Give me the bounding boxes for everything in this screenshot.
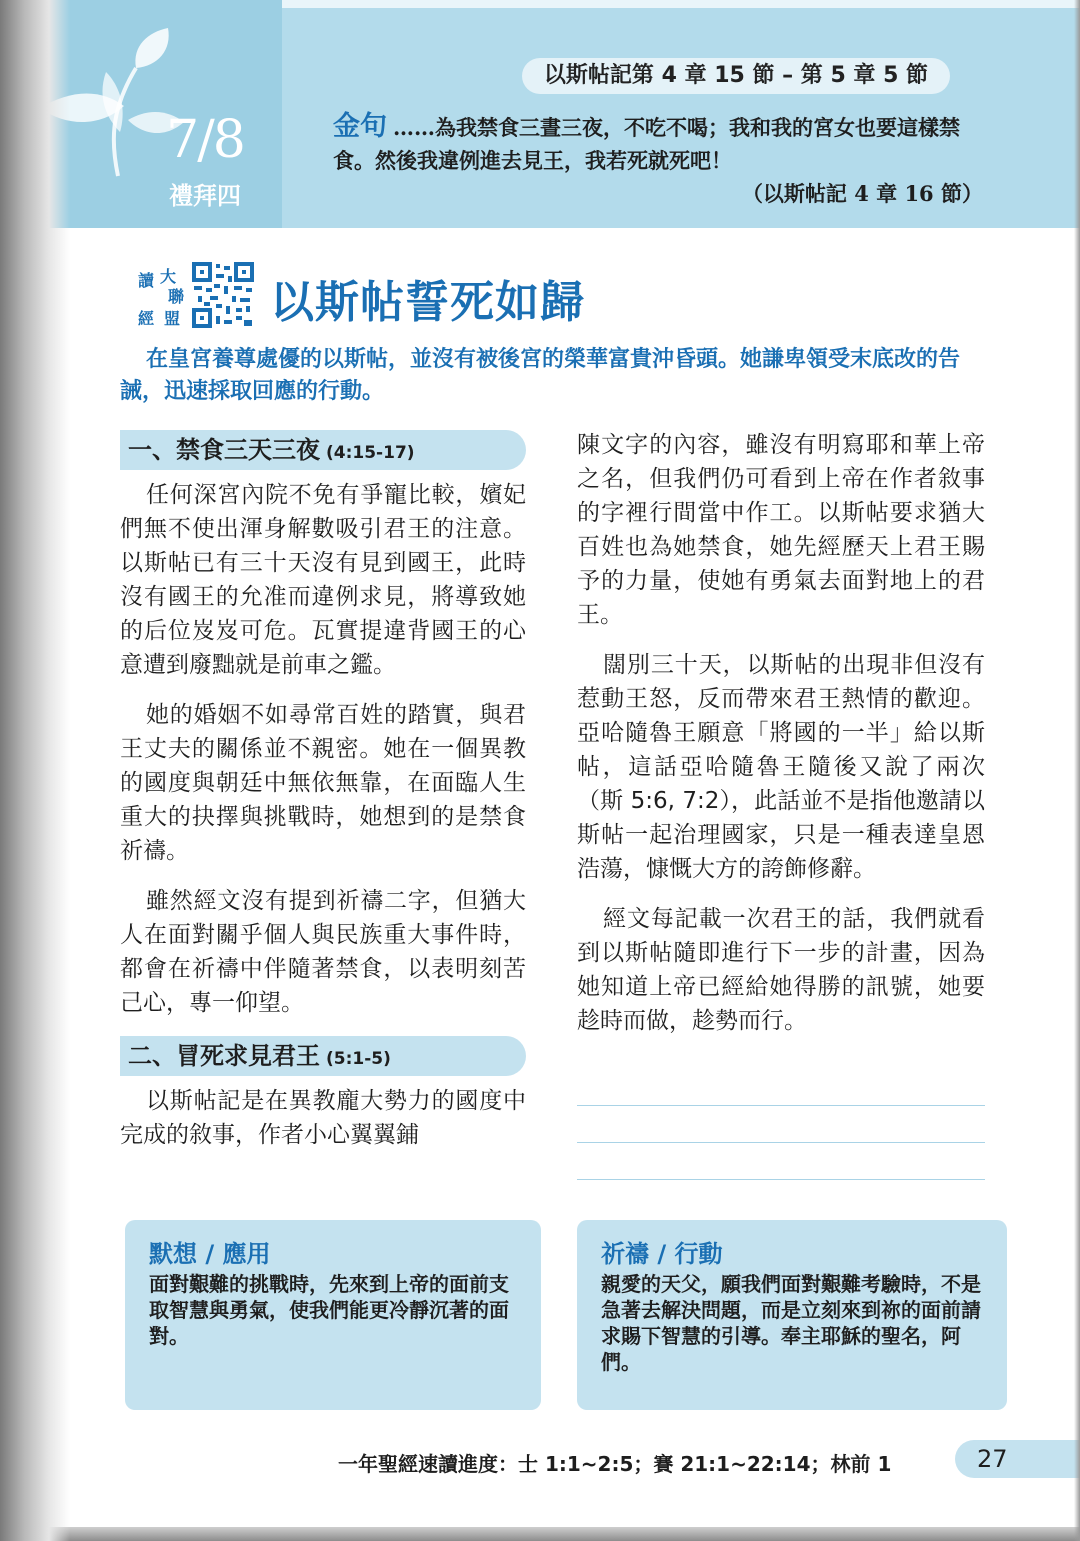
side-char: 讀 <box>138 271 155 290</box>
note-line <box>577 1105 985 1106</box>
prayer-title: 祈禱 / 行動 <box>601 1240 723 1268</box>
paragraph: 闊別三十天，以斯帖的出現非但沒有惹動王怒，反而帶來君王熱情的歡迎。亞哈隨魯王願意「將國的一半」給以斯帖，這話亞哈隨魯王隨後又說了兩次（斯 5:6, 7:2），此話並不是指他邀請以斯帖一起治理國家，只是一種表達皇恩浩蕩，慷慨大方的誇飾修辭。 <box>577 652 985 882</box>
golden-verse-reference: （以斯帖記 4 章 16 節） <box>741 181 983 206</box>
section-title: 二、冒死求見君王 <box>128 1042 320 1070</box>
section-title: 一、禁食三天三夜 <box>128 436 320 464</box>
right-column <box>577 428 985 1054</box>
prayer-box <box>577 1220 1007 1410</box>
reading-plan: 一年聖經速讀進度：士 1:1~2:5；賽 21:1~22:14；林前 1 <box>338 1452 892 1476</box>
side-char: 盟 <box>164 309 181 328</box>
left-column <box>120 430 526 1168</box>
intro-paragraph: 在皇宮養尊處優的以斯帖，並沒有被後宮的榮華富貴沖昏頭。她謙卑領受末底改的告誡，迅速採取回應的行動。 <box>120 347 961 404</box>
book-spine-shadow <box>0 0 70 1541</box>
golden-verse-label: 金句 <box>333 111 387 142</box>
page-edge-shadow <box>1074 0 1080 1541</box>
paragraph: 陳文字的內容，雖沒有明寫耶和華上帝之名，但我們仍可看到上帝在作者敘事的字裡行間當中作工。以斯帖要求猶大百姓也為她禁食，她先經歷天上君王賜予的力量，使她有勇氣去面對地上的君王。 <box>577 432 985 628</box>
header-banner <box>0 0 1080 228</box>
meditation-box <box>125 1220 541 1410</box>
paragraph: 雖然經文沒有提到祈禱二字，但猶大人在面對關乎個人與民族重大事件時，都會在祈禱中伴隨著禁食，以表明刻苦己心，專一仰望。 <box>120 888 526 1016</box>
scripture-reference: 以斯帖記第 4 章 15 節 – 第 5 章 5 節 <box>522 58 950 94</box>
golden-verse-text: ……為我禁食三晝三夜，不吃不喝；我和我的宮女也要這樣禁食。然後我違例進去見王，我若死就死吧！ <box>333 115 960 173</box>
paragraph: 以斯帖記是在異教龐大勢力的國度中完成的敘事，作者小心翼翼鋪 <box>120 1088 526 1148</box>
section-heading-2 <box>120 1036 526 1076</box>
weekday: 禮拜四 <box>169 182 241 210</box>
prayer-body: 親愛的天父，願我們面對艱難考驗時，不是急著去解決問題，而是立刻來到祢的面前請求賜下智慧的引導。奉主耶穌的聖名，阿們。 <box>601 1272 981 1374</box>
date: 7/8 <box>166 110 244 170</box>
section-verses: (5:1-5) <box>326 1049 391 1069</box>
side-char: 經 <box>138 309 155 328</box>
side-char: 大 <box>160 267 177 286</box>
page-bottom-edge <box>0 1527 1080 1541</box>
meditation-body: 面對艱難的挑戰時，先來到上帝的面前支取智慧與勇氣，使我們能更冷靜沉著的面對。 <box>149 1272 509 1348</box>
golden-verse <box>333 110 993 210</box>
paragraph: 她的婚姻不如尋常百姓的踏實，與君王丈夫的關係並不親密。她在一個異教的國度與朝廷中無依無靠，在面臨人生重大的抉擇與挑戰時，她想到的是禁食祈禱。 <box>120 702 526 864</box>
section-heading-1 <box>120 430 526 470</box>
meditation-title: 默想 / 應用 <box>149 1240 271 1268</box>
section-verses: (4:15-17) <box>326 443 415 463</box>
note-lines <box>577 1105 985 1216</box>
page-number: 27 <box>955 1440 1080 1478</box>
paragraph: 經文每記載一次君王的話，我們就看到以斯帖隨即進行下一步的計畫，因為她知道上帝已經給她得勝的訊號，她要趁時而做，趁勢而行。 <box>577 906 985 1034</box>
note-line <box>577 1179 985 1180</box>
reading-alliance-label <box>138 264 188 328</box>
side-char: 聯 <box>168 287 185 306</box>
qr-code-icon[interactable] <box>192 262 254 328</box>
paragraph: 任何深宮內院不免有爭寵比較，嬪妃們無不使出渾身解數吸引君王的注意。以斯帖已有三十天沒有見到國王，此時沒有國王的允准而違例求見，將導致她的后位岌岌可危。瓦實提違背國王的心意遭到廢黜就是前車之鑑。 <box>120 482 526 678</box>
note-line <box>577 1142 985 1143</box>
page-title: 以斯帖誓死如歸 <box>270 277 585 328</box>
